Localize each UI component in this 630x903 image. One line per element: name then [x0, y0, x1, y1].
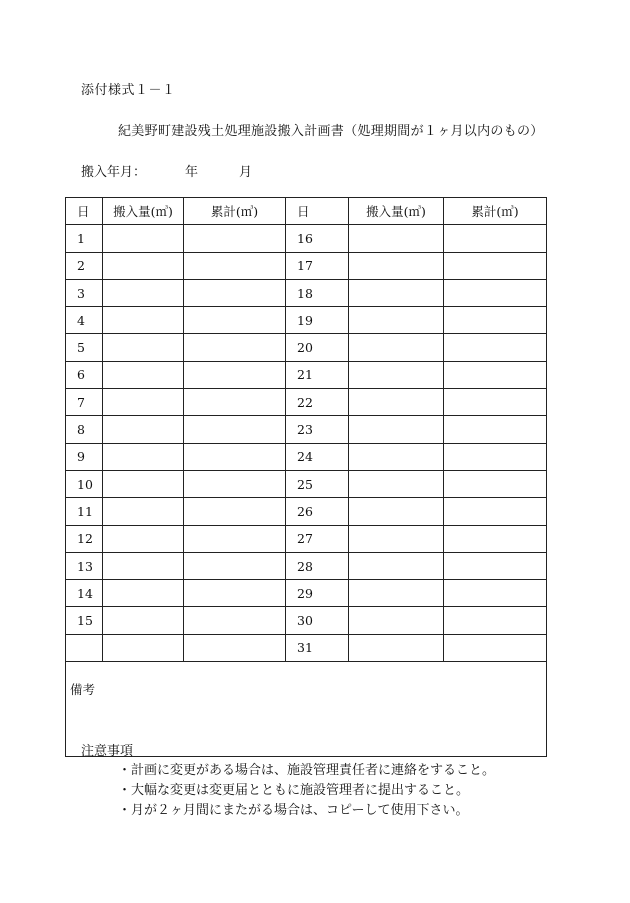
notes-heading: 注意事項 — [81, 744, 134, 759]
amount-cell-right[interactable] — [349, 225, 444, 252]
period-month-unit: 月 — [239, 165, 253, 180]
table-row — [66, 470, 547, 497]
day-cell-right: 30 — [286, 607, 349, 634]
cumulative-cell-left[interactable] — [184, 252, 286, 279]
day-cell-right: 19 — [286, 307, 349, 334]
day-cell-right: 25 — [286, 470, 349, 497]
day-cell-left: 10 — [66, 470, 103, 497]
day-cell-right: 16 — [286, 225, 349, 252]
day-cell-right: 31 — [286, 634, 349, 661]
amount-cell-left[interactable] — [103, 361, 184, 388]
note-item: ・計画に変更がある場合は、施設管理責任者に連絡をすること。 — [118, 763, 496, 778]
cumulative-cell-left[interactable] — [184, 225, 286, 252]
header-day-left: 日 — [66, 198, 103, 225]
table-row — [66, 279, 547, 306]
document-title: 紀美野町建設残土処理施設搬入計画書（処理期間が１ヶ月以内のもの） — [118, 124, 544, 139]
cumulative-cell-right[interactable] — [444, 361, 547, 388]
amount-cell-right[interactable] — [349, 334, 444, 361]
cumulative-cell-right[interactable] — [444, 389, 547, 416]
amount-cell-right[interactable] — [349, 252, 444, 279]
cumulative-cell-left[interactable] — [184, 470, 286, 497]
cumulative-cell-right[interactable] — [444, 416, 547, 443]
table-row — [66, 252, 547, 279]
day-cell-left: 11 — [66, 498, 103, 525]
table-row — [66, 334, 547, 361]
day-cell-right: 18 — [286, 279, 349, 306]
amount-cell-right[interactable] — [349, 389, 444, 416]
cumulative-cell-right[interactable] — [444, 334, 547, 361]
day-cell-left: 15 — [66, 607, 103, 634]
table-row — [66, 580, 547, 607]
amount-cell-left[interactable] — [103, 470, 184, 497]
day-cell-left: 8 — [66, 416, 103, 443]
day-cell-right: 22 — [286, 389, 349, 416]
table-row — [66, 307, 547, 334]
cumulative-cell-left[interactable] — [184, 525, 286, 552]
cumulative-cell-left[interactable] — [184, 334, 286, 361]
cumulative-cell-left[interactable] — [184, 279, 286, 306]
amount-cell-left[interactable] — [103, 334, 184, 361]
table-row — [66, 389, 547, 416]
remarks-label: 備考 — [70, 682, 96, 698]
day-cell-left: 5 — [66, 334, 103, 361]
header-amount-right: 搬入量(㎥) — [349, 198, 444, 225]
cumulative-cell-left[interactable] — [184, 552, 286, 579]
amount-cell-right[interactable] — [349, 416, 444, 443]
table-row — [66, 525, 547, 552]
cumulative-cell-left[interactable] — [184, 607, 286, 634]
cumulative-cell-right[interactable] — [444, 607, 547, 634]
remarks-row — [66, 662, 547, 757]
form-number: 添付様式１－１ — [81, 83, 176, 98]
amount-cell-left[interactable] — [103, 498, 184, 525]
day-cell-right: 17 — [286, 252, 349, 279]
day-cell-left: 1 — [66, 225, 103, 252]
day-cell-left: 4 — [66, 307, 103, 334]
day-cell-left — [66, 634, 103, 661]
amount-cell-right[interactable] — [349, 361, 444, 388]
cumulative-cell-left[interactable] — [184, 389, 286, 416]
amount-cell-right[interactable] — [349, 634, 444, 661]
amount-cell-right[interactable] — [349, 470, 444, 497]
cumulative-cell-left[interactable] — [184, 416, 286, 443]
day-cell-right: 20 — [286, 334, 349, 361]
amount-cell-left[interactable] — [103, 634, 184, 661]
table-row — [66, 607, 547, 634]
amount-cell-left[interactable] — [103, 389, 184, 416]
amount-cell-right[interactable] — [349, 307, 444, 334]
header-amount-left: 搬入量(㎥) — [103, 198, 184, 225]
header-day-right: 日 — [286, 198, 349, 225]
table-row — [66, 498, 547, 525]
amount-cell-right[interactable] — [349, 525, 444, 552]
amount-cell-right[interactable] — [349, 552, 444, 579]
amount-cell-right[interactable] — [349, 443, 444, 470]
cumulative-cell-right[interactable] — [444, 225, 547, 252]
delivery-plan-table — [65, 197, 547, 757]
amount-cell-left[interactable] — [103, 580, 184, 607]
remarks-cell[interactable] — [66, 662, 547, 757]
amount-cell-right[interactable] — [349, 498, 444, 525]
day-cell-right: 26 — [286, 498, 349, 525]
amount-cell-left[interactable] — [103, 525, 184, 552]
table-body — [66, 225, 547, 662]
amount-cell-left[interactable] — [103, 225, 184, 252]
day-cell-left: 2 — [66, 252, 103, 279]
header-cumulative-left: 累計(㎥) — [184, 198, 286, 225]
cumulative-cell-right[interactable] — [444, 580, 547, 607]
cumulative-cell-left[interactable] — [184, 634, 286, 661]
day-cell-right: 21 — [286, 361, 349, 388]
amount-cell-left[interactable] — [103, 252, 184, 279]
cumulative-cell-right[interactable] — [444, 470, 547, 497]
table-row — [66, 361, 547, 388]
table-header-row — [66, 198, 547, 225]
day-cell-right: 28 — [286, 552, 349, 579]
day-cell-left: 9 — [66, 443, 103, 470]
cumulative-cell-right[interactable] — [444, 498, 547, 525]
cumulative-cell-left[interactable] — [184, 307, 286, 334]
amount-cell-left[interactable] — [103, 607, 184, 634]
day-cell-left: 3 — [66, 279, 103, 306]
amount-cell-left[interactable] — [103, 552, 184, 579]
day-cell-left: 7 — [66, 389, 103, 416]
cumulative-cell-left[interactable] — [184, 580, 286, 607]
cumulative-cell-right[interactable] — [444, 279, 547, 306]
cumulative-cell-right[interactable] — [444, 525, 547, 552]
table-row — [66, 416, 547, 443]
table-row — [66, 225, 547, 252]
day-cell-left: 6 — [66, 361, 103, 388]
period-label: 搬入年月： — [81, 165, 147, 180]
cumulative-cell-right[interactable] — [444, 552, 547, 579]
day-cell-right: 23 — [286, 416, 349, 443]
amount-cell-left[interactable] — [103, 416, 184, 443]
amount-cell-left[interactable] — [103, 279, 184, 306]
cumulative-cell-right[interactable] — [444, 443, 547, 470]
table-row — [66, 552, 547, 579]
amount-cell-left[interactable] — [103, 307, 184, 334]
amount-cell-right[interactable] — [349, 279, 444, 306]
cumulative-cell-right[interactable] — [444, 307, 547, 334]
day-cell-left: 14 — [66, 580, 103, 607]
cumulative-cell-left[interactable] — [184, 361, 286, 388]
notes-list — [118, 761, 495, 821]
day-cell-right: 24 — [286, 443, 349, 470]
amount-cell-right[interactable] — [349, 607, 444, 634]
cumulative-cell-right[interactable] — [444, 634, 547, 661]
cumulative-cell-left[interactable] — [184, 443, 286, 470]
day-cell-left: 13 — [66, 552, 103, 579]
amount-cell-left[interactable] — [103, 443, 184, 470]
cumulative-cell-right[interactable] — [444, 252, 547, 279]
cumulative-cell-left[interactable] — [184, 498, 286, 525]
note-item: ・月が２ヶ月間にまたがる場合は、コピーして使用下さい。 — [118, 803, 469, 818]
table-row — [66, 634, 547, 661]
day-cell-right: 27 — [286, 525, 349, 552]
table-row — [66, 443, 547, 470]
day-cell-left: 12 — [66, 525, 103, 552]
period-year-unit: 年 — [185, 165, 199, 180]
header-cumulative-right: 累計(㎥) — [444, 198, 547, 225]
note-item: ・大幅な変更は変更届とともに施設管理者に提出すること。 — [118, 783, 470, 798]
amount-cell-right[interactable] — [349, 580, 444, 607]
day-cell-right: 29 — [286, 580, 349, 607]
